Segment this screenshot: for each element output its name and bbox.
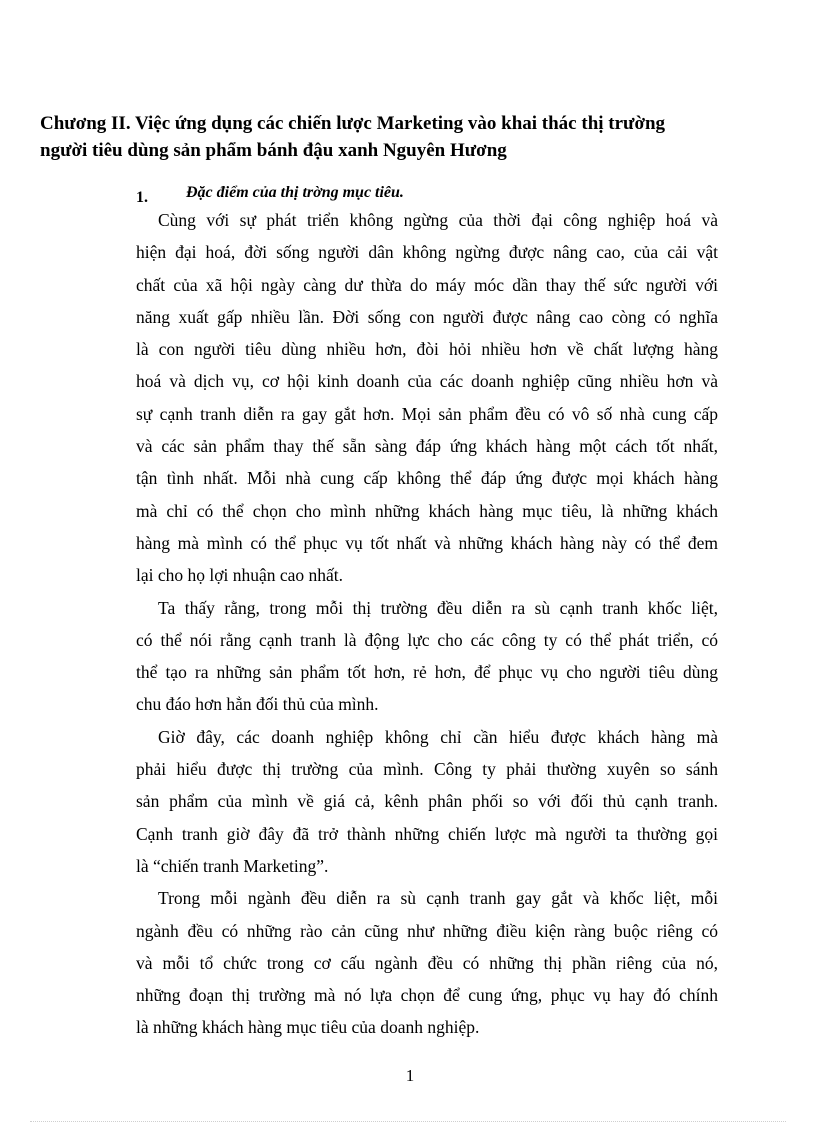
paragraph-line: Cùng với sự phát triển không ngừng của thời đại công nghiệp hoá và [158, 210, 718, 230]
footer-divider [30, 1121, 786, 1122]
section-number: 1. [136, 189, 148, 206]
paragraph-line: là những khách hàng mục tiêu của doanh nghiệp. [136, 1017, 480, 1038]
paragraph-line: có thể nói rằng cạnh tranh là động lực cho các công ty có thể phát triển, có [136, 629, 718, 650]
paragraph-line: tận tình nhất. Mỗi nhà cung cấp không thể đáp ứng được mọi khách hàng [136, 468, 718, 489]
section-title: Đặc điểm của thị trờng mục tiêu. [186, 184, 404, 201]
paragraph-line: Ta thấy rằng, trong mỗi thị trường đều diễn ra sù cạnh tranh khốc liệt, [158, 597, 718, 618]
body-text [136, 204, 718, 1044]
paragraph-line: hàng mà mình có thể phục vụ tốt nhất và những khách hàng này có thể đem [136, 532, 718, 553]
paragraph-line: năng xuất gấp nhiều lần. Đời sống con người được nâng cao còng có nghĩa [136, 306, 718, 327]
chapter-title-line-2: người tiêu dùng sản phẩm bánh đậu xanh Nguyên Hương [40, 140, 507, 161]
paragraph-line: là con người tiêu dùng nhiều hơn, đòi hỏi nhiều hơn về chất lượng hàng [136, 339, 718, 360]
paragraph-line: hiện đại hoá, đời sống người dân không ngừng được nâng cao, của cải vật [136, 242, 718, 263]
section-heading [136, 182, 404, 204]
paragraph-line: là “chiến tranh Marketing”. [136, 855, 329, 876]
paragraph-line: sản phẩm của mình về giá cả, kênh phân phối so với đối thủ cạnh tranh. [136, 791, 718, 812]
paragraph-line: và mỗi tổ chức trong cơ cấu ngành đều có những thị phần riêng của nó, [136, 952, 718, 973]
paragraph-3 [136, 721, 718, 882]
paragraph-2 [136, 592, 718, 721]
paragraph-line: lại cho họ lợi nhuận cao nhất. [136, 565, 344, 586]
paragraph-line: Cạnh tranh giờ đây đã trở thành những chiến lược mà người ta thường gọi [136, 823, 718, 844]
paragraph-line: mà chỉ có thể chọn cho mình những khách hàng mục tiêu, là những khách [136, 500, 718, 521]
paragraph-4 [136, 882, 718, 1043]
paragraph-line: chu đáo hơn hẳn đối thủ của mình. [136, 694, 379, 715]
paragraph-line: phải hiểu được thị trường của mình. Công ty phải thường xuyên so sánh [136, 759, 718, 780]
paragraph-1 [136, 204, 718, 592]
chapter-title [40, 110, 780, 164]
paragraph-line: thể tạo ra những sản phẩm tốt hơn, rẻ hơn, để phục vụ cho người tiêu dùng [136, 662, 718, 683]
page-number: 1 [405, 1066, 415, 1085]
paragraph-line: chất của xã hội ngày càng dư thừa do máy móc dần thay thế sức người với [136, 274, 718, 295]
paragraph-line: hoá và dịch vụ, cơ hội kinh doanh của các doanh nghiệp cũng nhiều hơn và [136, 371, 718, 392]
paragraph-line: Trong mỗi ngành đều diễn ra sù cạnh tranh gay gắt và khốc liệt, mỗi [158, 888, 718, 909]
paragraph-line: những đoạn thị trường mà nó lựa chọn để cung ứng, phục vụ hay đó chính [136, 985, 718, 1006]
paragraph-line: và các sản phẩm thay thế sẵn sàng đáp ứng khách hàng một cách tốt nhất, [136, 436, 718, 457]
paragraph-line: Giờ đây, các doanh nghiệp không chỉ cần hiểu được khách hàng mà [158, 726, 718, 747]
paragraph-line: ngành đều có những rào cản cũng như những điều kiện ràng buộc riêng có [136, 920, 718, 941]
paragraph-line: sự cạnh tranh diễn ra gay gắt hơn. Mọi sản phẩm đều có vô số nhà cung cấp [136, 403, 718, 424]
chapter-title-line-1: Chương II. Việc ứng dụng các chiến lược Marketing vào khai thác thị trường [40, 113, 666, 134]
